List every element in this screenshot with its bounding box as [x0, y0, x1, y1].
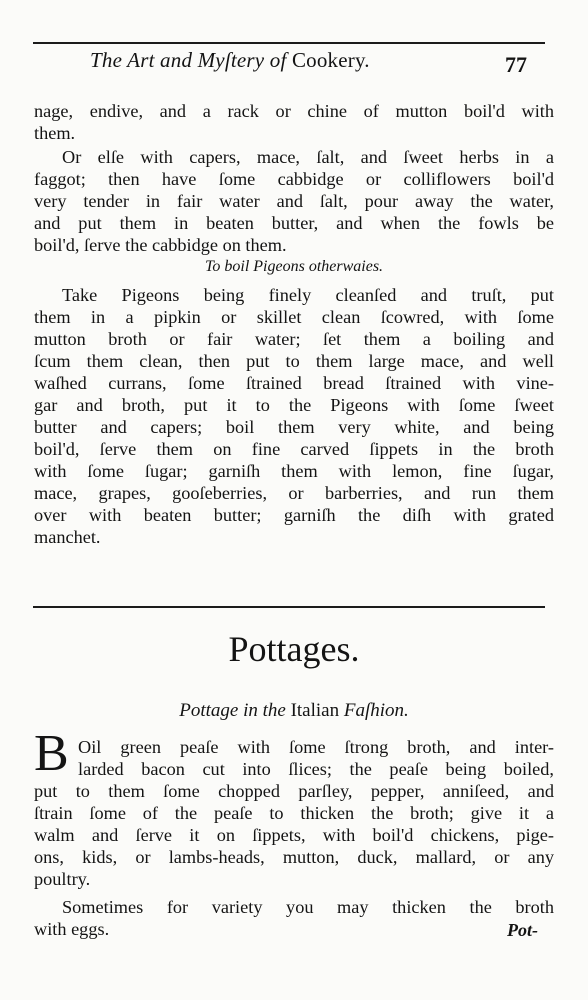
text-line: Take Pigeons being finely cleanſed and truſt, put — [62, 285, 554, 305]
section-title: Pottages. — [228, 629, 360, 669]
text-line: very tender in fair water and ſalt, pour away the water, — [34, 191, 554, 211]
text-line: boil'd, ſerve them on fine carved ſippets in the broth — [34, 439, 554, 459]
text-line: ſcum them clean, then put to them large mace, and well — [34, 351, 554, 371]
text-line: over with beaten butter; garniſh the diſh with grated — [34, 505, 554, 525]
text-line: mace, grapes, gooſeberries, or barberries, and run them — [34, 483, 554, 503]
drop-capital: B — [34, 725, 69, 782]
text-line: faggot; then have ſome cabbidge or colliflowers boil'd — [34, 169, 554, 189]
recipe-subheading: To boil Pigeons otherwaies. — [204, 258, 384, 275]
text-line: boil'd, ſerve the cabbidge on them. — [34, 235, 287, 255]
text-line: nage, endive, and a rack or chine of mutton boil'd with — [34, 101, 554, 121]
catchword: Pot- — [507, 920, 538, 940]
text-line: walm and ſerve it on ſippets, with boil'd chickens, pige- — [34, 825, 554, 845]
running-head — [90, 48, 370, 73]
header-rule — [33, 42, 545, 44]
section-rule — [33, 606, 545, 608]
text-line: ſtrain ſome of the peaſe to thicken the broth; give it a — [34, 803, 554, 823]
text-line: with ſome ſugar; garniſh them with lemon, fine ſugar, — [34, 461, 554, 481]
text-line: them in a pipkin or skillet clean ſcowred, with ſome — [34, 307, 554, 327]
text-line: gar and broth, put it to the Pigeons with ſome ſweet — [34, 395, 554, 415]
text-line: put to them ſome chopped parſley, pepper, anniſeed, and — [34, 781, 554, 801]
recipe-title-roman: Italian — [290, 700, 340, 721]
text-line: waſhed currans, ſome ſtrained bread ſtrained with vine- — [34, 373, 554, 393]
text-line: Or elſe with capers, mace, ſalt, and ſweet herbs in a — [62, 147, 554, 167]
text-line: and put them in beaten butter, and when the fowls be — [34, 213, 554, 233]
recipe-title-italic: Pottage in the — [179, 700, 286, 721]
text-line: with eggs. — [34, 919, 110, 939]
text-line: butter and capers; boil them very white, and being — [34, 417, 554, 437]
running-head-roman: Cookery. — [291, 48, 370, 72]
text-line: larded bacon cut into ſlices; the peaſe being boiled, — [78, 759, 554, 779]
running-head-italic: The Art and Myſtery of — [90, 48, 287, 72]
recipe-title — [0, 700, 588, 722]
text-line: Oil green peaſe with ſome ſtrong broth, and inter- — [78, 737, 554, 757]
text-line: Sometimes for variety you may thicken the broth — [62, 897, 554, 917]
text-line: manchet. — [34, 527, 101, 547]
text-line: poultry. — [34, 869, 91, 889]
page-number: 77 — [505, 52, 527, 77]
recipe-title-italic-end: Faſhion. — [343, 700, 409, 721]
text-line: ons, kids, or lambs-heads, mutton, duck, mallard, or any — [34, 847, 554, 867]
text-line: them. — [34, 123, 76, 143]
text-line: mutton broth or fair water; ſet them a boiling and — [34, 329, 554, 349]
